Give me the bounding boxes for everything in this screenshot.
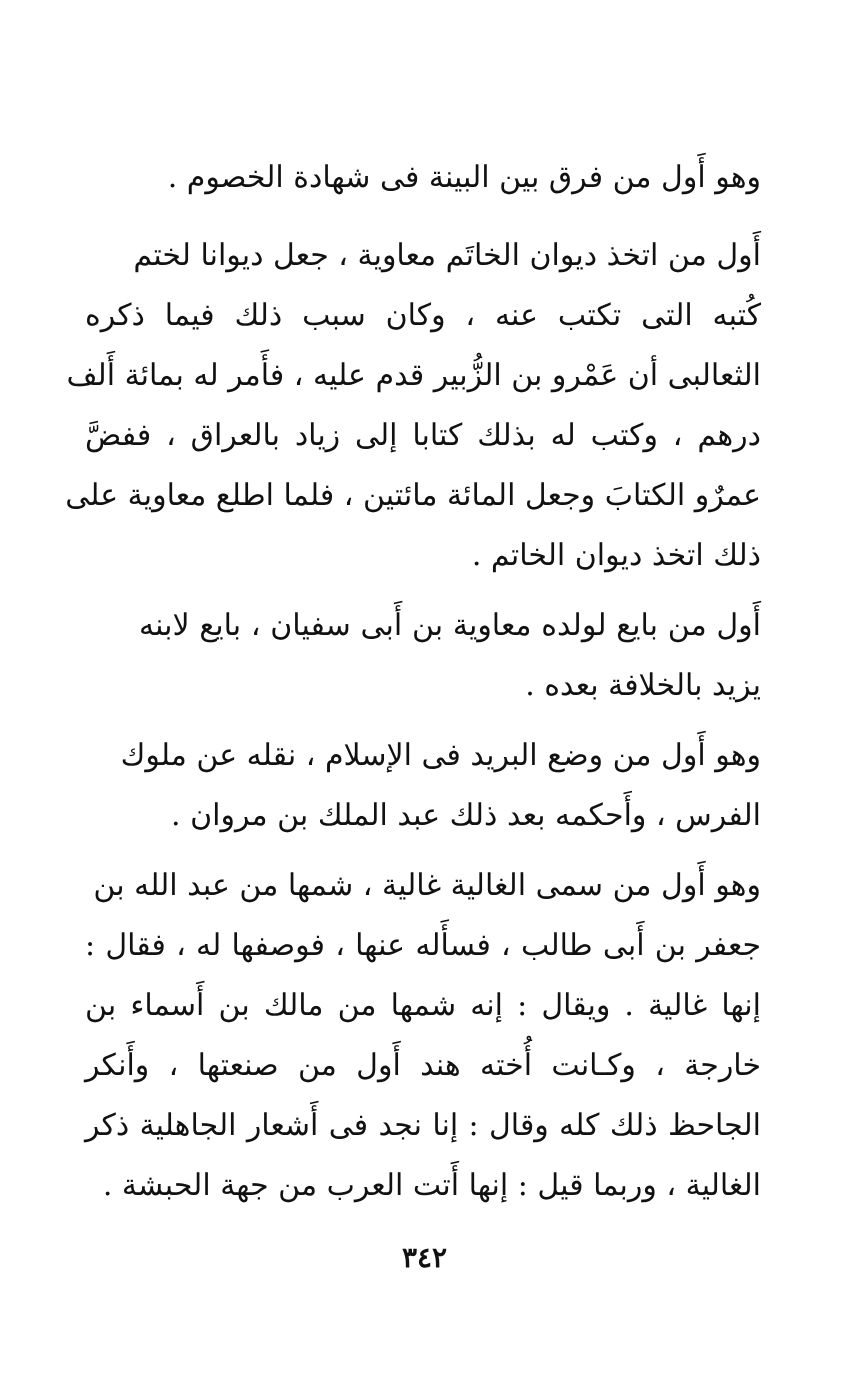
text-line: وهو أَول من فرق بين البينة فى شهادة الخصوم .: [167, 160, 761, 195]
text-line: الفرس ، وأَحكمه بعد ذلك عبد الملك بن مروان .: [171, 798, 761, 833]
text-line: خارجة ، وكـانت أُخته هند أَول من صنعتها ، وأَنكر: [85, 1048, 761, 1083]
text-line: عمرٌو الكتابَ وجعل المائة مائتين ، فلما اطلع معاوية على: [65, 478, 761, 513]
text-line: وهو أَول من سمى الغالية غالية ، شمها من عبد الله بن: [93, 868, 761, 903]
text-line: ذلك اتخذ ديوان الخاتم .: [471, 538, 761, 573]
text-line: إنها غالية . ويقال : إنه شمها من مالك بن أَسماء بن: [85, 988, 761, 1023]
text-line: أَول من بايع لولده معاوية بن أَبى سفيان ، بايع لابنه: [139, 608, 761, 643]
text-line: أَول من اتخذ ديوان الخاتَم معاوية ، جعل ديوانا لختم: [133, 238, 761, 273]
text-line: جعفر بن أَبى طالب ، فسأَله عنها ، فوصفها له ، فقال :: [85, 928, 761, 963]
text-line: كُتبه التى تكتب عنه ، وكان سبب ذلك فيما ذكره: [85, 298, 761, 333]
text-line: الغالية ، وربما قيل : إنها أَتت العرب من جهة الحبشة .: [102, 1168, 761, 1203]
text-line: درهم ، وكتب له بذلك كتابا إلى زياد بالعراق ، ففضَّ: [85, 418, 761, 453]
text-line: الجاحظ ذلك كله وقال : إنا نجد فى أَشعار الجاهلية ذكر: [85, 1108, 761, 1143]
text-line: وهو أَول من وضع البريد فى الإسلام ، نقله عن ملوك: [120, 738, 761, 773]
page-number: ٣٤٢: [401, 1241, 448, 1274]
text-line: الثعالبى أن عَمْرو بن الزُّبير قدم عليه ، فأَمر له بمائة أَلف: [66, 358, 761, 393]
text-line: يزيد بالخلافة بعده .: [525, 668, 761, 703]
